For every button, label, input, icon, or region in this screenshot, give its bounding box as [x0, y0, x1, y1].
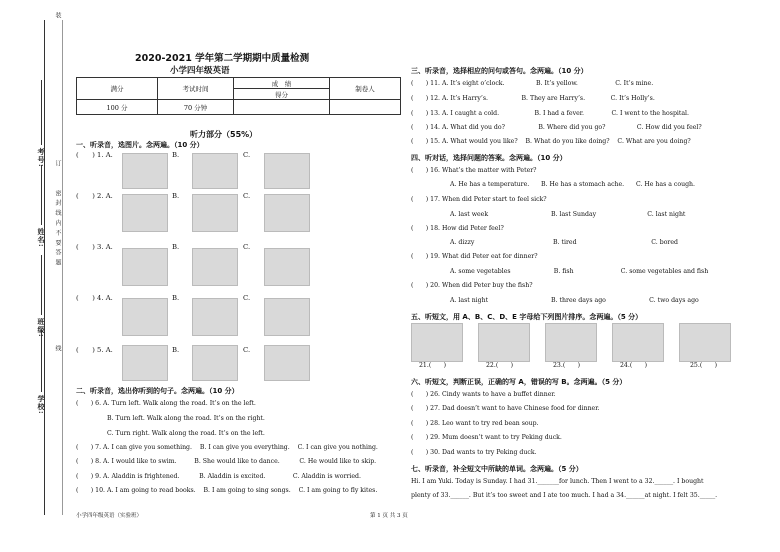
q7: ( ) 7. A. I can give you something. B. I can give you everything. C. I can give you nothing.	[76, 444, 378, 451]
full-score-header: 满分	[77, 78, 158, 100]
q4-image-b[interactable]	[192, 298, 238, 336]
picture-22	[478, 323, 530, 362]
id-label: 考号:	[37, 148, 46, 168]
q16: ( ) 16. What’s the matter with Peter?	[411, 167, 537, 174]
q3-b: B.	[172, 243, 180, 251]
q1-label: ( ) 1. A.	[76, 151, 113, 159]
q3-image-b[interactable]	[192, 248, 238, 286]
q5-b: B.	[172, 346, 180, 354]
picture-24	[612, 323, 664, 362]
section5-title: 五、听短文，用 A、B、C、D、E 字母给下列图片排序。念两遍。（5 分）	[411, 313, 643, 321]
passage-line-1: Hi. I am Yuki. Today is Sunday. I had 31._______for lunch. Then I went to a 32.______. I bought	[411, 478, 704, 485]
q3-c: C.	[243, 243, 251, 251]
class-label: 班级:	[37, 318, 46, 338]
answer-23[interactable]: 23.( )	[553, 362, 581, 369]
q20-options: A. last night B. three days ago C. two days ago	[450, 297, 699, 304]
seal-mark-2: 订	[54, 160, 61, 167]
q29: ( ) 29. Mum doesn’t want to try Peking duck.	[411, 434, 562, 441]
q13: ( ) 13. A. I caught a cold. B. I had a fever. C. I went to the hospital.	[411, 110, 690, 117]
q4-b: B.	[172, 294, 180, 302]
maker-cell[interactable]	[330, 100, 401, 115]
section7-title: 七、听录音，补全短文中所缺的单词。念两遍。（5 分）	[411, 465, 583, 473]
q5-image-c[interactable]	[264, 345, 310, 381]
seal-line	[62, 20, 63, 515]
maker-header: 制卷人	[330, 78, 401, 100]
score-table	[76, 77, 401, 115]
q4-image-a[interactable]	[122, 298, 168, 336]
q2-label: ( ) 2. A.	[76, 192, 113, 200]
q8: ( ) 8. A. I would like to swim. B. She would like to dance. C. He would like to skip.	[76, 458, 377, 465]
score-header: 得分	[234, 89, 330, 100]
q18-options: A. dizzy B. tired C. bored	[450, 239, 679, 246]
answer-24[interactable]: 24.( )	[620, 362, 648, 369]
binding-line	[44, 20, 45, 515]
section3-title: 三、听录音，选择相应的问句或答句。念两遍。（10 分）	[411, 67, 588, 75]
q3-image-c[interactable]	[264, 248, 310, 286]
q4-image-c[interactable]	[264, 298, 310, 336]
answer-21[interactable]: 21.( )	[419, 362, 447, 369]
exam-title: 2020-2021 学年第二学期期中质量检测	[135, 53, 310, 64]
q10: ( ) 10. A. I am going to read books. B. I am going to sing songs. C. I am going to fly kites.	[76, 487, 378, 494]
q11: ( ) 11. A. It’s eight o’clock. B. It’s yellow. C. It’s mine.	[411, 80, 654, 87]
q16-options: A. He has a temperature. B. He has a stomach ache. C. He has a cough.	[450, 181, 695, 188]
q2-c: C.	[243, 192, 251, 200]
q12: ( ) 12. A. It’s Harry’s. B. They are Harry’s. C. It’s Holly’s.	[411, 95, 655, 102]
q3-image-a[interactable]	[122, 248, 168, 286]
seal-warning: 密 封 线 内 不 要 答 题	[54, 190, 61, 267]
q5-image-a[interactable]	[122, 345, 168, 381]
school-blank[interactable]	[41, 330, 42, 392]
q5-label: ( ) 5. A.	[76, 346, 113, 354]
q20: ( ) 20. When did Peter buy the fish?	[411, 282, 533, 289]
picture-23	[545, 323, 597, 362]
footer-left: 小学四年级英语（实验班）	[76, 513, 143, 519]
grade-header: 成 绩	[234, 78, 330, 89]
q19-options: A. some vegetables B. fish C. some vegetables and fish	[450, 268, 709, 275]
class-blank[interactable]	[41, 255, 42, 315]
q1-c: C.	[243, 151, 251, 159]
school-label: 学校:	[37, 395, 46, 415]
seal-mark-1: 装	[54, 12, 61, 19]
q4-label: ( ) 4. A.	[76, 294, 113, 302]
q30: ( ) 30. Dad wants to try Peking duck.	[411, 449, 537, 456]
passage-line-2: plenty of 33.______. But it’s too sweet and I ate too much. I had a 34.______at night. I felt 35._____.	[411, 492, 718, 499]
id-blank[interactable]	[41, 80, 42, 145]
q28: ( ) 28. Leo want to try red bean soup.	[411, 420, 539, 427]
q6-b: B. Turn left. Walk along the road. It’s on the right.	[107, 415, 265, 422]
q2-b: B.	[172, 192, 180, 200]
q17-options: A. last week B. last Sunday C. last night	[450, 211, 686, 218]
section1-title: 一、听录音，选图片。念两遍。（10 分）	[76, 141, 204, 149]
q2-image-c[interactable]	[264, 194, 310, 232]
name-label: 姓名:	[37, 228, 46, 248]
q18: ( ) 18. How did Peter feel?	[411, 225, 504, 232]
section4-title: 四、听对话，选择问题的答案。念两遍。（10 分）	[411, 154, 567, 162]
q27: ( ) 27. Dad doesn’t want to have Chinese food for dinner.	[411, 405, 600, 412]
q26: ( ) 26. Cindy wants to have a buffet dinner.	[411, 391, 556, 398]
exam-subtitle: 小学四年级英语	[170, 66, 230, 76]
exam-time-header: 考试时间	[158, 78, 234, 100]
q3-label: ( ) 3. A.	[76, 243, 113, 251]
section6-title: 六、听短文，判断正误，正确的写 A，错误的写 B。念两遍。（5 分）	[411, 378, 627, 386]
q14: ( ) 14. A. What did you do? B. Where did you go? C. How did you feel?	[411, 124, 702, 131]
exam-time-value: 70 分钟	[158, 100, 234, 115]
full-score-value: 100 分	[77, 100, 158, 115]
score-cell[interactable]	[234, 100, 330, 115]
listening-heading: 听力部分（55%）	[190, 130, 258, 139]
seal-mark-3: 线	[54, 345, 61, 352]
q6-a: ( ) 6. A. Turn left. Walk along the road. It’s on the left.	[76, 400, 256, 407]
picture-25	[679, 323, 731, 362]
q1-image-b[interactable]	[192, 153, 238, 189]
q17: ( ) 17. When did Peter start to feel sick?	[411, 196, 547, 203]
q9: ( ) 9. A. Aladdin is frightened. B. Aladdin is excited. C. Aladdin is worried.	[76, 473, 361, 480]
q4-c: C.	[243, 294, 251, 302]
answer-25[interactable]: 25.( )	[690, 362, 718, 369]
section2-title: 二、听录音，选出你听到的句子。念两遍。（10 分）	[76, 387, 239, 395]
page-number: 第 1 页 共 3 页	[370, 513, 408, 519]
name-blank[interactable]	[41, 165, 42, 225]
picture-21	[411, 323, 463, 362]
q2-image-b[interactable]	[192, 194, 238, 232]
q1-b: B.	[172, 151, 180, 159]
q5-image-b[interactable]	[192, 345, 238, 381]
q19: ( ) 19. What did Peter eat for dinner?	[411, 253, 538, 260]
q6-c: C. Turn right. Walk along the road. It’s on the left.	[107, 430, 265, 437]
q5-c: C.	[243, 346, 251, 354]
answer-22[interactable]: 22.( )	[486, 362, 514, 369]
q1-image-c[interactable]	[264, 153, 310, 189]
q1-image-a[interactable]	[122, 153, 168, 189]
q2-image-a[interactable]	[122, 194, 168, 232]
q15: ( ) 15. A. What would you like? B. What do you like doing? C. What are you doing?	[411, 138, 691, 145]
